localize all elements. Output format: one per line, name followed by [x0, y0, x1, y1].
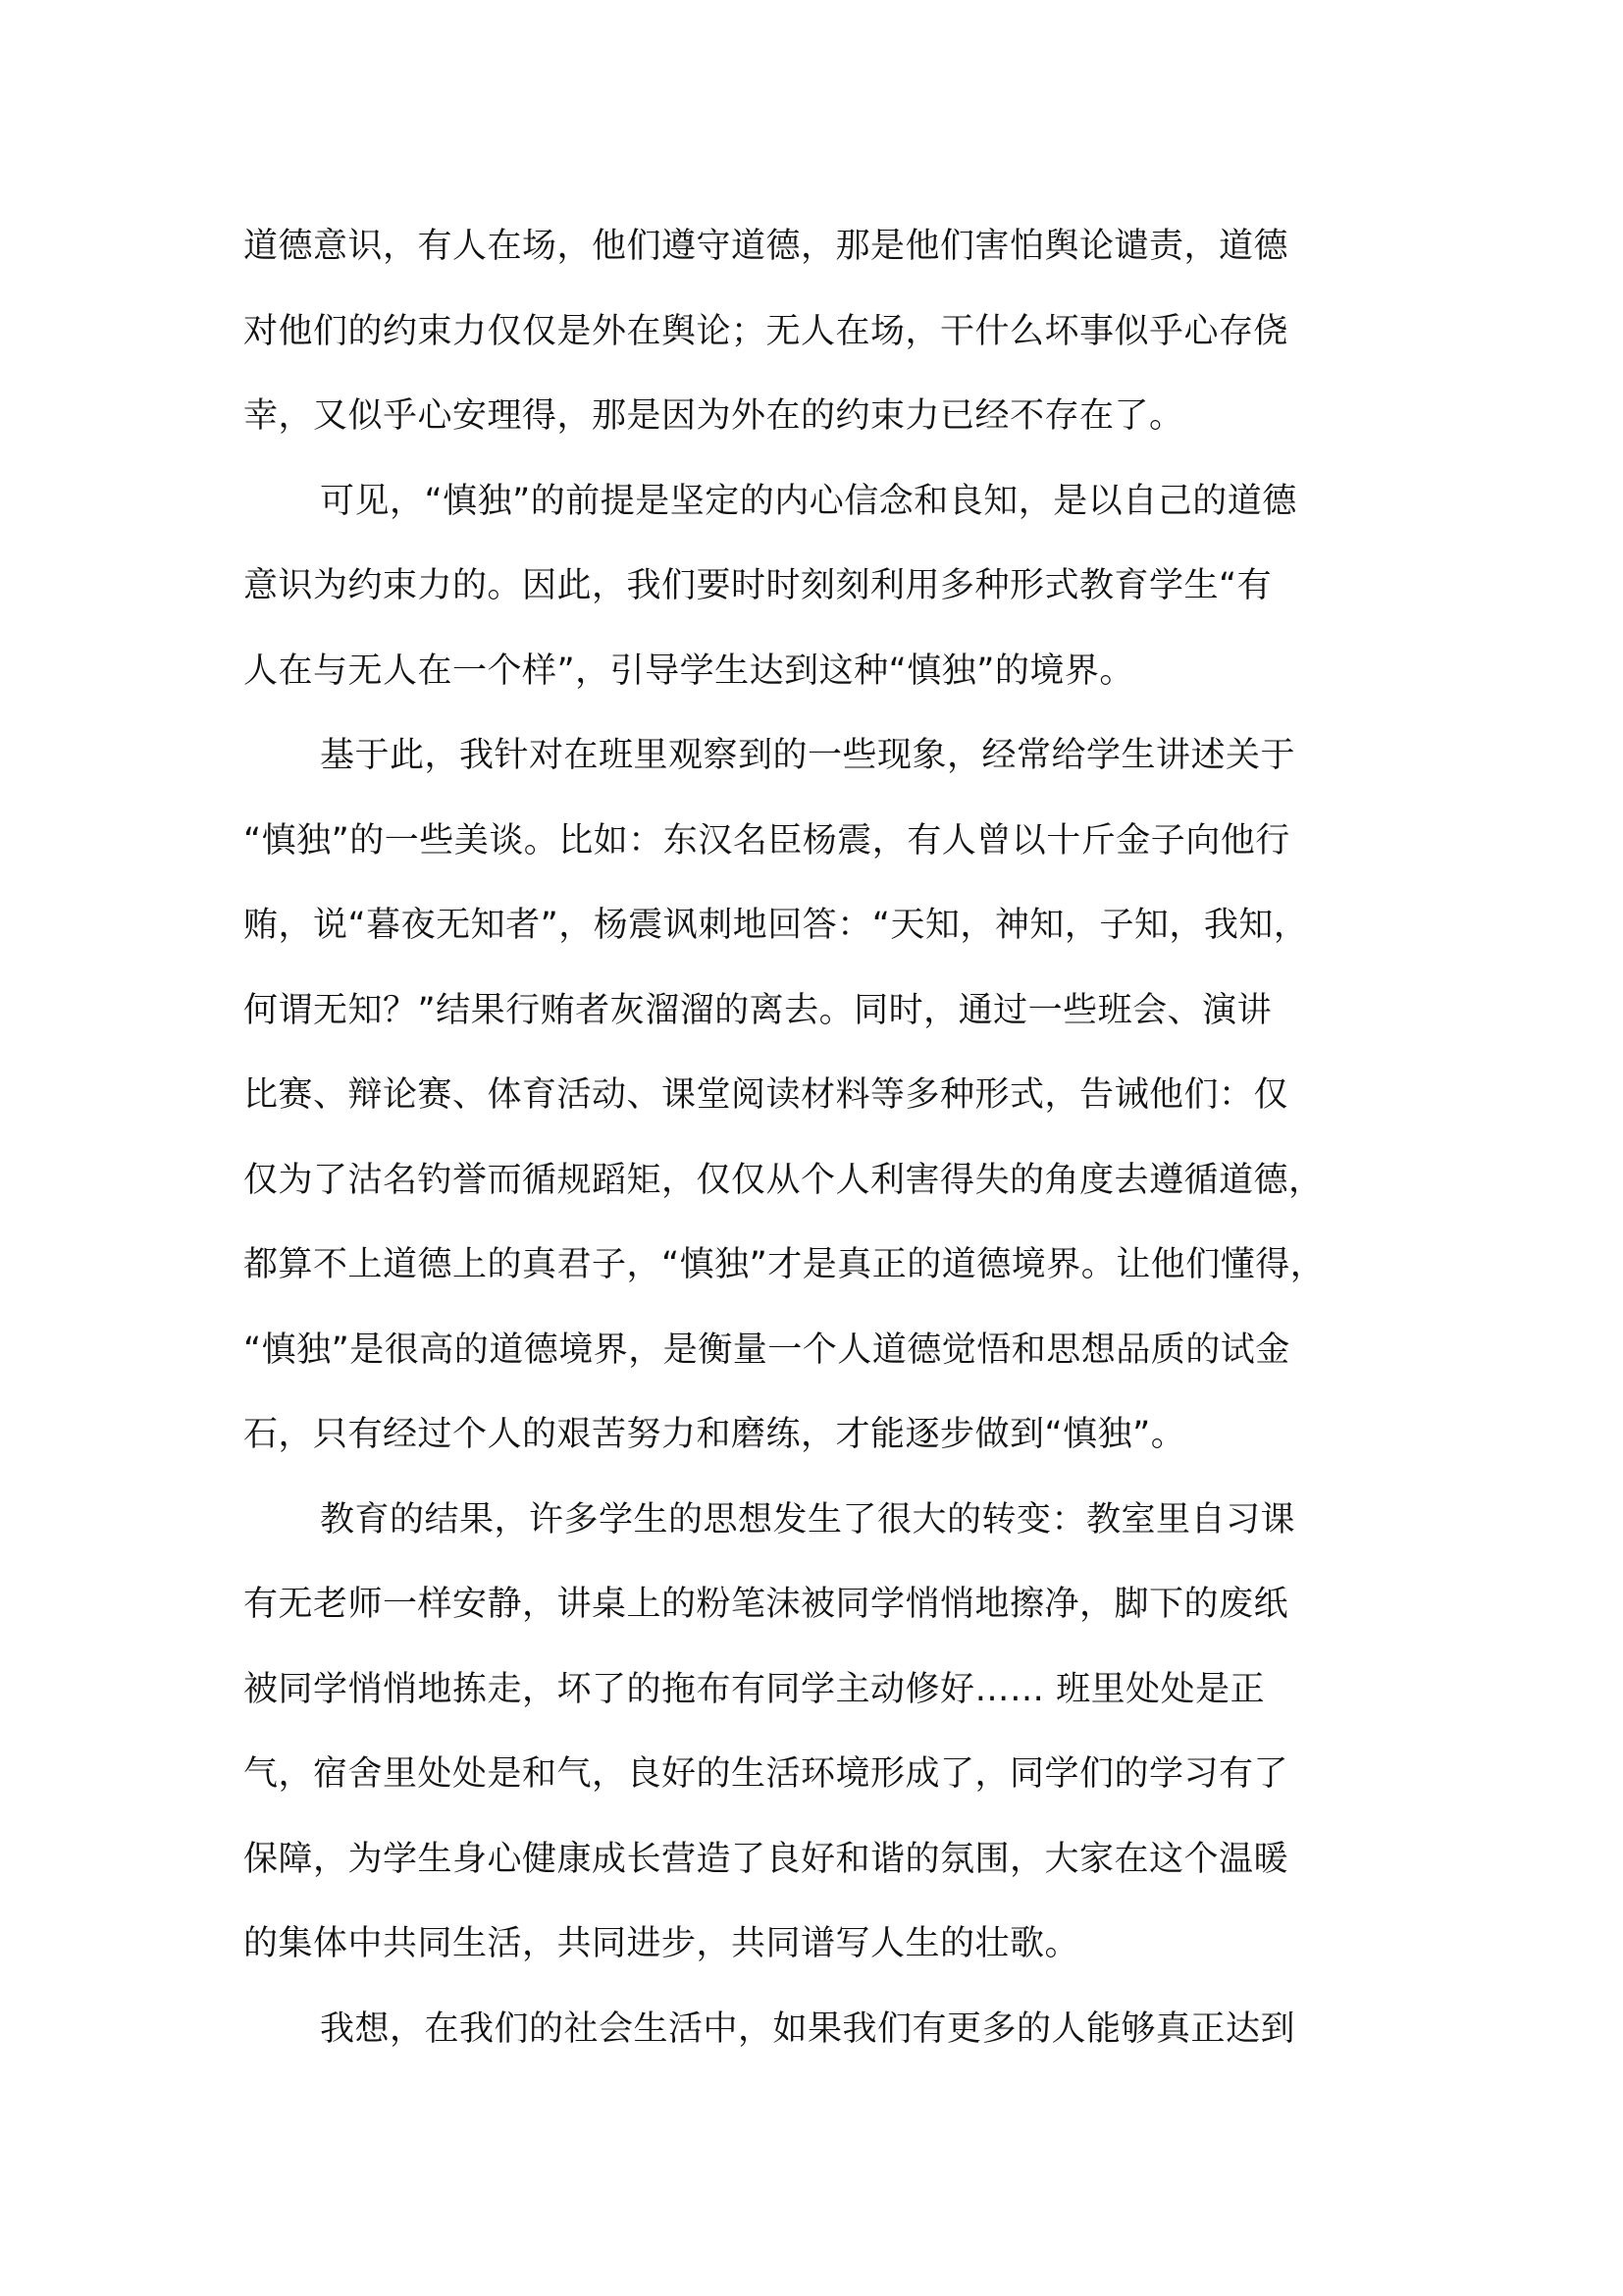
text-line: 幸，又似乎心安理得，那是因为外在的约束力已经不存在了。: [243, 396, 1184, 436]
paragraph-start-line: 基于此，我针对在班里观察到的一些现象，经常给学生讲述关于: [320, 736, 1296, 775]
text-line: 有无老师一样安静，讲桌上的粉笔沫被同学悄悄地擦净，脚下的废纸: [243, 1585, 1289, 1624]
text-line: 石，只有经过个人的艰苦努力和磨练，才能逐步做到“慎独”。: [243, 1415, 1186, 1454]
body-text: [243, 204, 1401, 2071]
text-line: 道德意识，有人在场，他们遵守道德，那是他们害怕舆论谴责，道德: [243, 227, 1289, 266]
text-line: 比赛、辩论赛、体育活动、课堂阅读材料等多种形式，告诫他们：仅: [243, 1075, 1289, 1115]
text-line: 仅为了沽名钓誉而循规蹈矩，仅仅从个人利害得失的角度去遵循道德，: [243, 1160, 1324, 1200]
text-line: 意识为约束力的。因此，我们要时时刻刻利用多种形式教育学生“有: [243, 566, 1273, 605]
text-line: 气，宿舍里处处是和气，良好的生活环境形成了，同学们的学习有了: [243, 1754, 1289, 1794]
paragraph-start-line: 教育的结果，许多学生的思想发生了很大的转变：教室里自习课: [320, 1499, 1296, 1539]
text-line: “慎独”的一些美谈。比如：东汉名臣杨震，有人曾以十斤金子向他行: [243, 820, 1290, 861]
text-line: 的集体中共同生活，共同进步，共同谱写人生的壮歌。: [243, 1924, 1080, 1963]
text-line: 被同学悄悄地拣走，坏了的拖布有同学主动修好…… 班里处处是正: [243, 1669, 1266, 1709]
text-line: 都算不上道德上的真君子，“慎独”才是真正的道德境界。让他们懂得，: [243, 1245, 1326, 1284]
paragraph-start-line: 我想，在我们的社会生活中，如果我们有更多的人能够真正达到: [320, 2009, 1296, 2049]
text-line: 保障，为学生身心健康成长营造了良好和谐的氛围，大家在这个温暖: [243, 1839, 1289, 1879]
text-line: 人在与无人在一个样”，引导学生达到这种“慎独”的境界。: [243, 651, 1134, 691]
text-line: 贿，说“暮夜无知者”，杨震讽刺地回答：“天知，神知，子知，我知，: [243, 906, 1309, 945]
text-line: 何谓无知？”结果行贿者灰溜溜的离去。同时，通过一些班会、演讲: [243, 990, 1273, 1030]
text-line: “慎独”是很高的道德境界，是衡量一个人道德觉悟和思想品质的试金: [243, 1330, 1290, 1370]
text-line: 对他们的约束力仅仅是外在舆论；无人在场，干什么坏事似乎心存侥: [243, 311, 1289, 351]
paragraph-start-line: 可见，“慎独”的前提是坚定的内心信念和良知，是以自己的道德: [320, 481, 1297, 521]
